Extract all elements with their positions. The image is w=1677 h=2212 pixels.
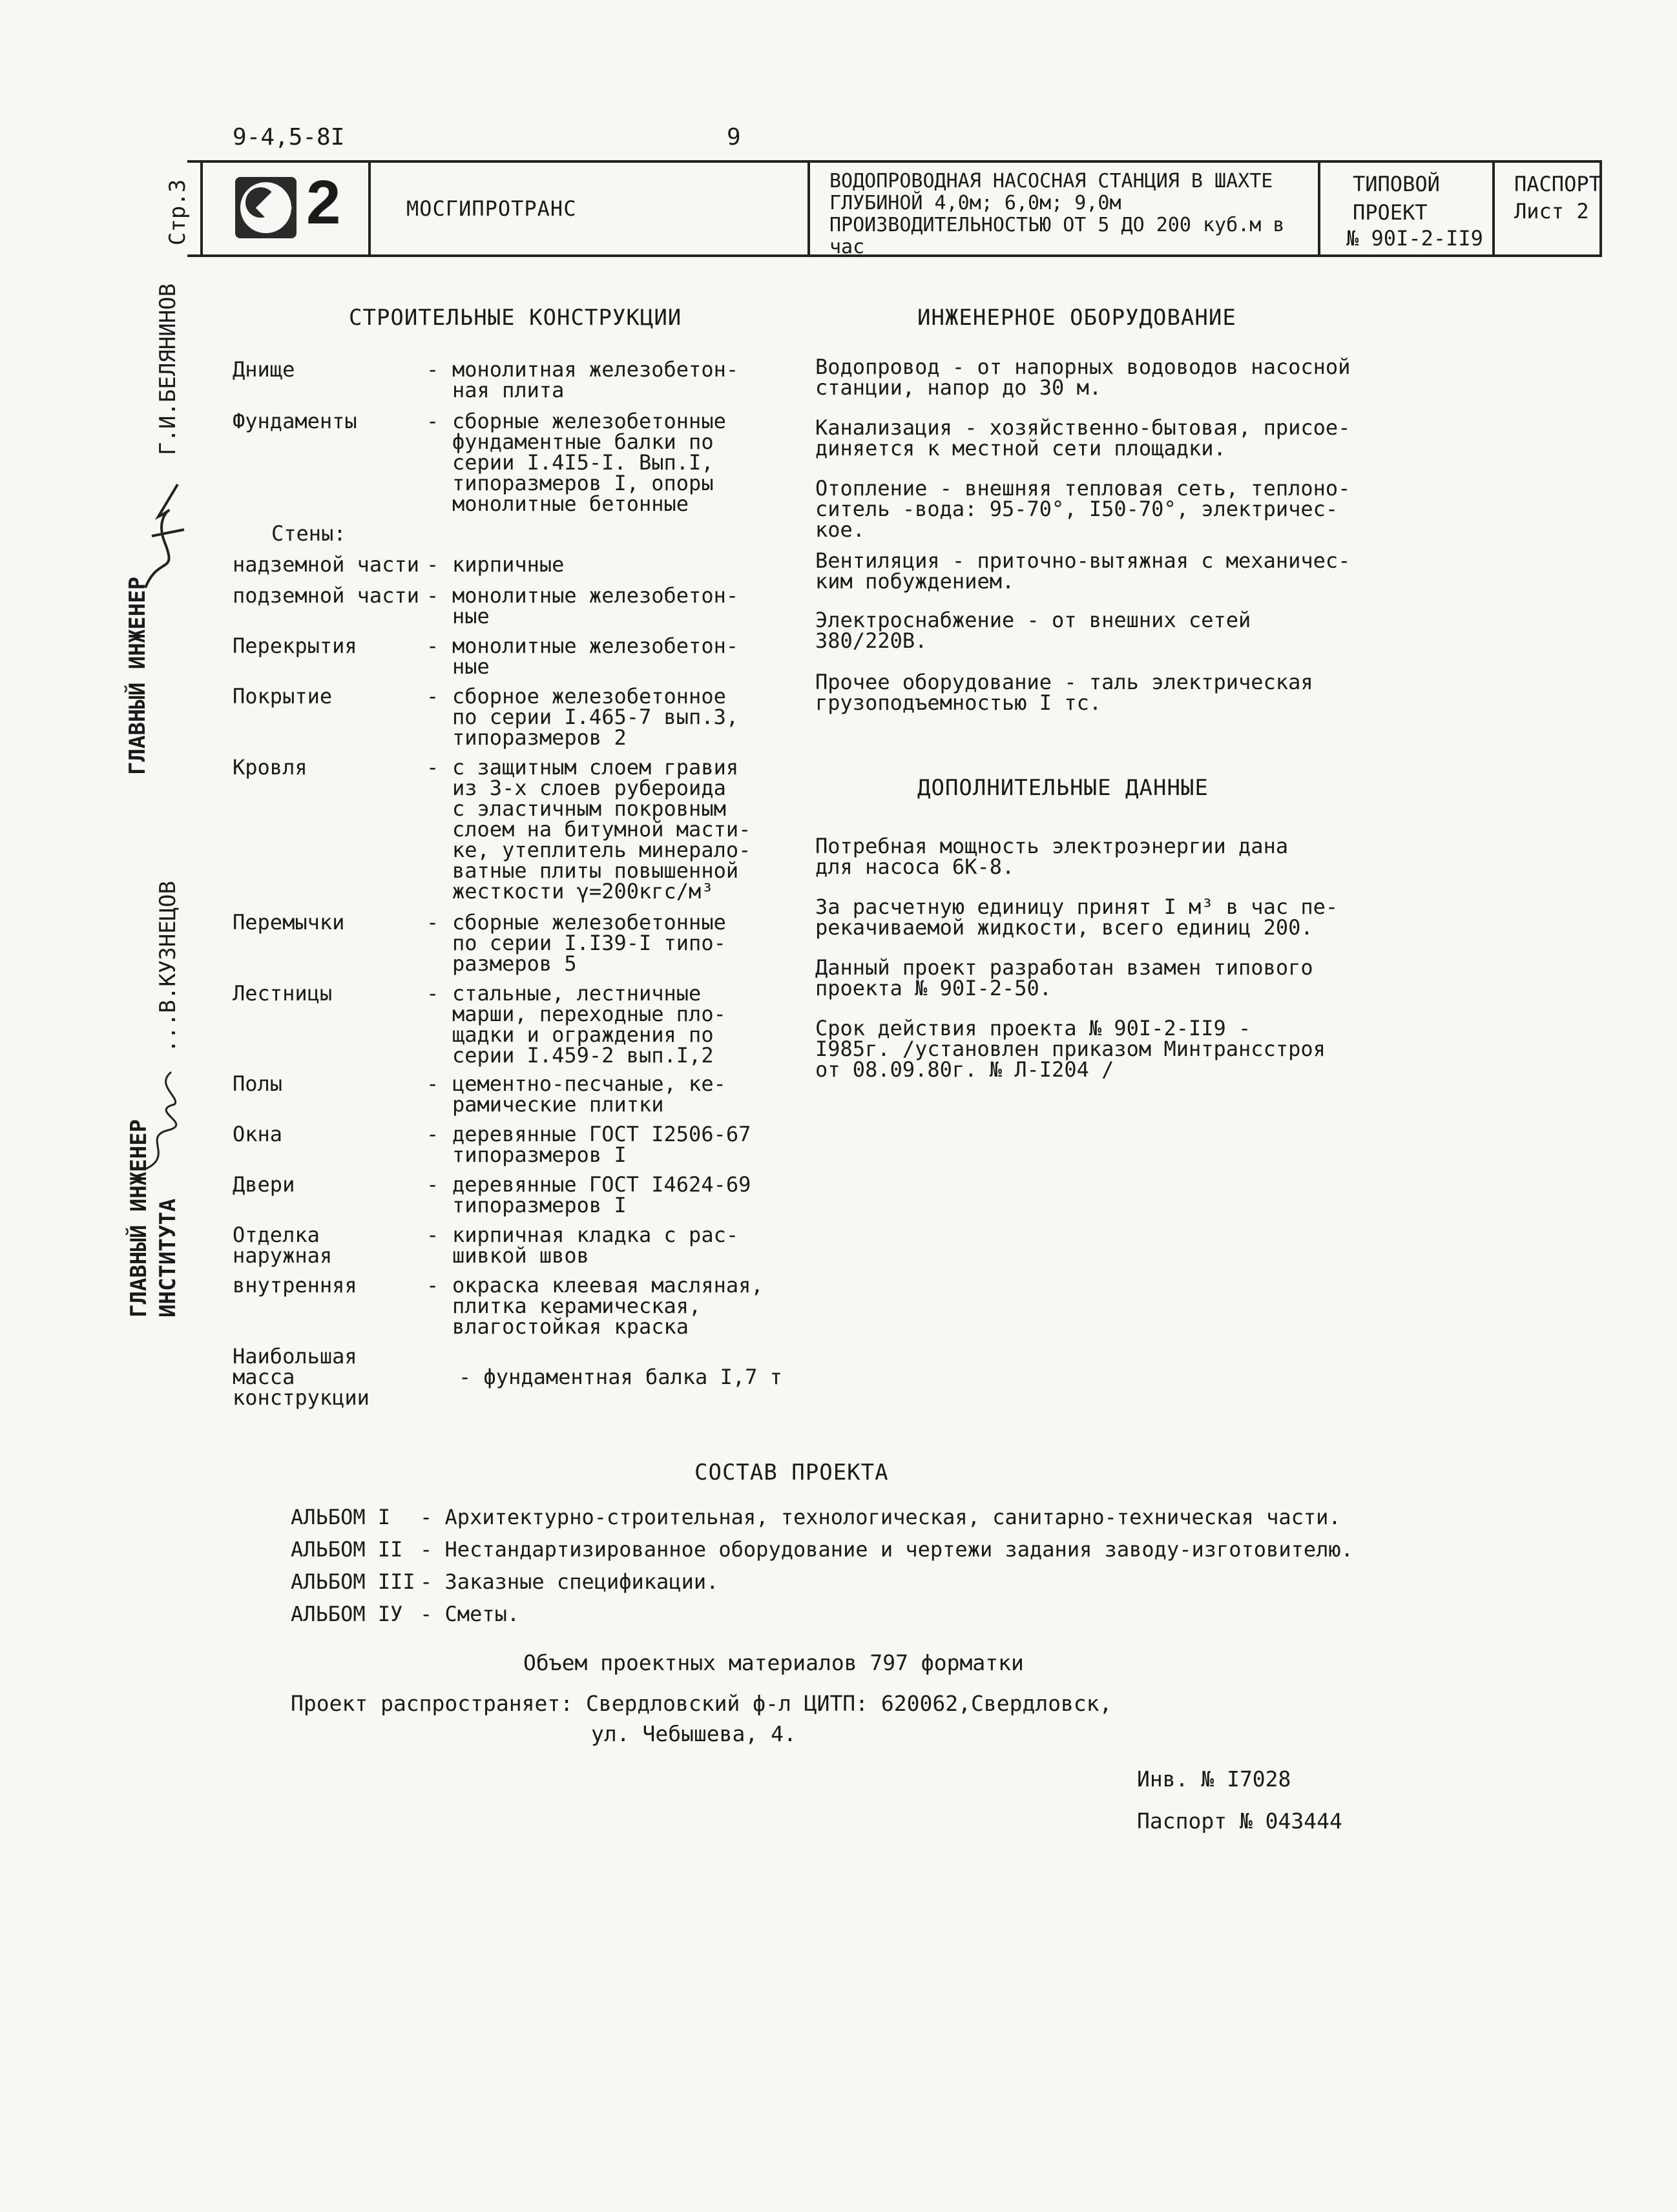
row-label: подземной части [233, 583, 419, 608]
title-block [200, 160, 1602, 257]
eng-sewerage: Канализация - хозяйственно-бытовая, присое- диняется к местной сети площадки. [815, 415, 1351, 460]
org-cell [371, 163, 810, 254]
album-name: АЛЬБОМ IУ [291, 1602, 403, 1626]
album-name: АЛЬБОМ II [291, 1537, 403, 1562]
margin-chief-inst-line1: ГЛАВНЫЙ ИНЖЕНЕР [126, 1119, 152, 1318]
extra-power: Потребная мощность электроэнергии дана для насоса 6К-8. [815, 834, 1289, 879]
row-dash: - [426, 583, 439, 608]
document-code: 9-4,5-8I [233, 124, 345, 150]
row-dash: - [426, 910, 439, 935]
row-value: монолитные железобетон- ные [452, 634, 739, 679]
album-row [291, 1505, 1341, 1529]
row-label: Фундаменты [233, 409, 357, 433]
album-row [291, 1569, 718, 1594]
organization-name: МОСГИПРОТРАНС [406, 196, 577, 221]
row-value: монолитная железобетон- ная плита [452, 357, 739, 402]
album-row [291, 1537, 1353, 1562]
type-line-2: ПРОЕКТ [1353, 200, 1428, 225]
row-label: Перемычки [233, 910, 345, 935]
project-title: ВОДОПРОВОДНАЯ НАСОСНАЯ СТАНЦИЯ В ШАХТЕ ГЛУБИНОЙ 4,0м; 6,0м; 9,0м ПРОИЗВОДИТЕЛЬНОСТЬЮ ОТ 5 ДО 200 куб.м в час [829, 170, 1285, 258]
margin-page-label: Стр.3 [165, 179, 191, 245]
logo-number: 2 [306, 168, 341, 237]
signature-2 [136, 1059, 194, 1175]
sheet-number: Лист 2 [1514, 199, 1589, 223]
album-name: АЛЬБОМ III [291, 1569, 415, 1594]
album-name: АЛЬБОМ I [291, 1505, 391, 1529]
row-dash: - [426, 1273, 439, 1297]
row-label: Перекрытия [233, 634, 357, 658]
signature-1 [139, 478, 191, 594]
album-text: - Заказные спецификации. [420, 1569, 719, 1594]
row-dash: - [426, 981, 439, 1006]
row-label: Стены: [271, 521, 346, 546]
inventory-number: Инв. № I7028 [1137, 1766, 1291, 1792]
page-number: 9 [727, 124, 741, 150]
heading-extra-data: ДОПОЛНИТЕЛЬНЫЕ ДАННЫЕ [917, 775, 1209, 801]
logo-icon [235, 177, 297, 238]
row-value: - фундаментная балка I,7 т [459, 1365, 782, 1389]
extra-unit: За расчетную единицу принят I м³ в час пе- рекачиваемой жидкости, всего единиц 200. [815, 894, 1338, 940]
extra-replacement: Данный проект разработан взамен типового проекта № 90I-2-50. [815, 955, 1313, 1000]
row-value: кирпичная кладка с рас- шивкой швов [452, 1223, 739, 1268]
eng-water-supply: Водопровод - от напорных водоводов насосной станции, напор до 30 м. [815, 355, 1351, 400]
heading-engineering: ИНЖЕНЕРНОЕ ОБОРУДОВАНИЕ [917, 305, 1236, 331]
extra-validity: Срок действия проекта № 90I-2-II9 - I985г. /установлен приказом Минтрансстроя от 08.09.80г. № Л-I204 / [815, 1016, 1326, 1082]
row-label: Днище [233, 357, 295, 382]
eng-heating: Отопление - внешняя тепловая сеть, теплоно- ситель -вода: 95-70°, I50-70°, электричес- кое. [815, 476, 1351, 542]
row-value: цементно-песчаные, ке- рамические плитки [452, 1071, 726, 1117]
passport-number: Паспорт № 043444 [1137, 1808, 1342, 1834]
margin-chief-inst-line2: ИНСТИТУТА [155, 1198, 181, 1318]
row-value: окраска клеевая масляная, плитка керамическая, влагостойкая краска [452, 1273, 764, 1339]
passport-cell [1495, 163, 1677, 254]
row-dash: - [426, 357, 439, 382]
margin-chief-engineer: ГЛАВНЫЙ ИНЖЕНЕР [125, 576, 151, 775]
row-dash: - [426, 684, 439, 708]
row-dash: - [426, 1122, 439, 1146]
eng-power-supply: Электроснабжение - от внешних сетей 380/220В. [815, 608, 1251, 653]
eng-ventilation: Вентиляция - приточно-вытяжная с механичес- ким побуждением. [815, 548, 1351, 594]
project-number: № 90I-2-II9 [1346, 226, 1483, 251]
row-label: Отделка наружная [233, 1223, 333, 1268]
album-text: - Сметы. [420, 1602, 520, 1626]
row-value: сборные железобетонные фундаментные балки по серии I.4I5-I. Вып.I, типоразмеров I, опоры монолитные бетонные [452, 409, 726, 516]
distributor-line-1: Проект распространяет: Свердловский ф-л ЦИТП: 620062,Свердловск, [291, 1691, 1112, 1716]
row-label: Покрытие [233, 684, 333, 708]
row-label: Лестницы [233, 981, 333, 1006]
row-label: Двери [233, 1172, 295, 1197]
row-value: сборные железобетонные по серии I.I39-I типо- размеров 5 [452, 910, 726, 976]
album-text: - Архитектурно-строительная, технологическая, санитарно-техническая части. [420, 1505, 1341, 1529]
row-label: Окна [233, 1122, 283, 1146]
row-label: Наибольшая масса конструкции [233, 1344, 370, 1410]
row-value: деревянные ГОСТ I4624-69 типоразмеров I [452, 1172, 751, 1217]
album-text: - Нестандартизированное оборудование и чертежи задания заводу-изготовителю. [420, 1537, 1353, 1562]
materials-volume: Объем проектных материалов 797 форматки [523, 1650, 1024, 1675]
row-value: монолитные железобетон- ные [452, 583, 739, 628]
row-dash: - [426, 634, 439, 658]
row-dash: - [426, 552, 439, 577]
row-dash: - [426, 1071, 439, 1096]
title-cell [810, 163, 1320, 258]
row-label: надземной части [233, 552, 419, 577]
row-label: Полы [233, 1071, 283, 1096]
margin-name-chief-engineer: Г.И.БЕЛЯНИНОВ [155, 283, 181, 455]
type-cell [1320, 163, 1495, 254]
row-label: внутренняя [233, 1273, 357, 1297]
heading-composition: СОСТАВ ПРОЕКТА [694, 1460, 889, 1485]
distributor-line-2: ул. Чебышева, 4. [591, 1721, 797, 1746]
row-value: кирпичные [452, 552, 565, 577]
passport-label: ПАСПОРТ [1514, 172, 1601, 196]
row-dash: - [426, 1223, 439, 1247]
logo-cell [203, 163, 371, 254]
row-dash: - [426, 1172, 439, 1197]
row-value: стальные, лестничные марши, переходные пло- щадки и ограждения по серии I.459-2 вып.I,2 [452, 981, 726, 1068]
row-value: деревянные ГОСТ I2506-67 типоразмеров I [452, 1122, 751, 1167]
row-value: с защитным слоем гравия из 3-х слоев рубероида с эластичным покровным слоем на битумной масти- ке, утеплитель минерало- ватные плиты повышенной жесткости γ=200кгс/м³ [452, 755, 751, 904]
heading-structures: СТРОИТЕЛЬНЫЕ КОНСТРУКЦИИ [349, 305, 682, 331]
row-dash: - [426, 409, 439, 433]
eng-other-equipment: Прочее оборудование - таль электрическая грузоподъемностью I тс. [815, 670, 1313, 715]
margin-name-institute-engineer: ...В.КУЗНЕЦОВ [155, 880, 181, 1053]
row-value: сборное железобетонное по серии I.465-7 вып.3, типоразмеров 2 [452, 684, 739, 750]
row-label: Кровля [233, 755, 307, 780]
album-row [291, 1602, 519, 1626]
row-dash: - [426, 755, 439, 780]
type-line-1: ТИПОВОЙ [1353, 172, 1440, 196]
